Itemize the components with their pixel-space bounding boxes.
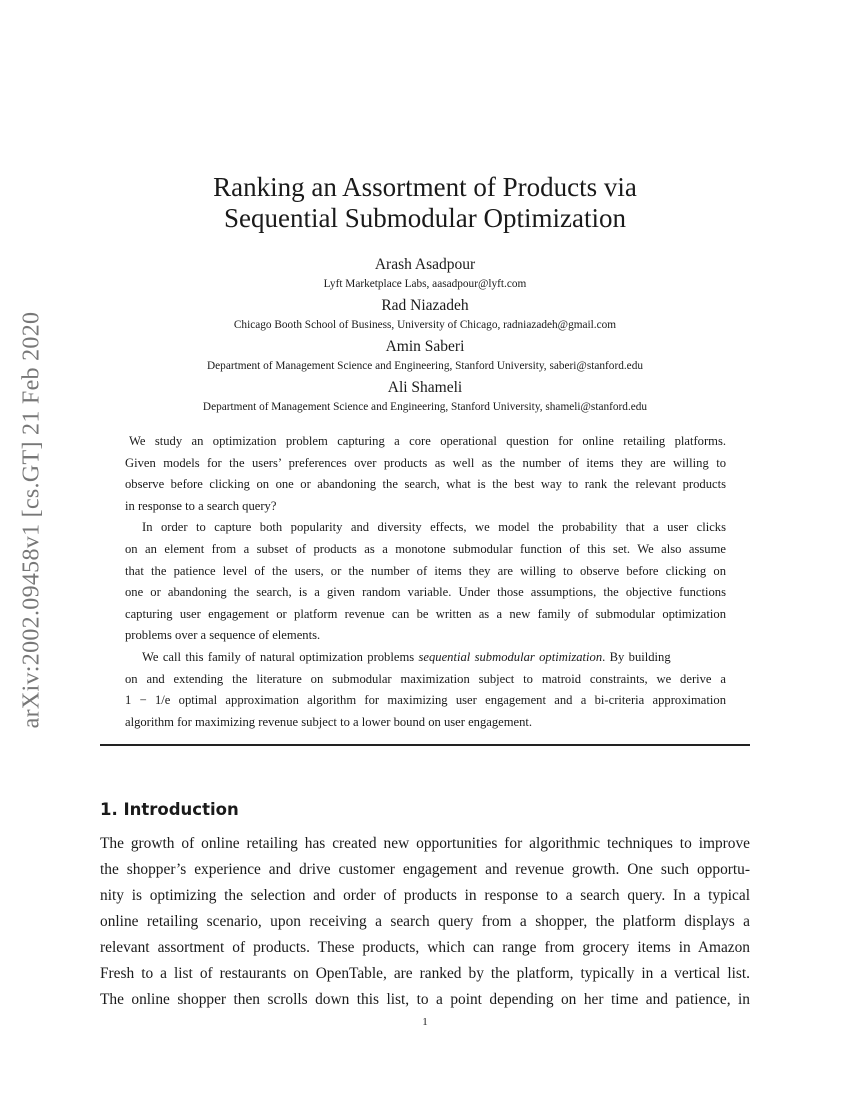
abstract-line: in response to a search query? (125, 499, 277, 513)
abstract-line: capturing user engagement or platform revenue can be written as a new family of submodular optimization (125, 607, 726, 621)
abstract-line: on and extending the literature on submodular maximization subject to matroid constraints, we derive a (125, 672, 726, 686)
paper-title-line-1: Ranking an Assortment of Products via (213, 172, 637, 202)
emphasized-term: sequential submodular optimization (418, 650, 603, 664)
abstract-text: . By building (602, 650, 671, 664)
arxiv-identifier: arXiv:2002.09458v1 [cs.GT] 21 Feb 2020 (18, 311, 45, 729)
author-affiliation: Department of Management Science and Engineering, Stanford University, shameli@stanford.edu (202, 401, 648, 413)
abstract-line: 1 − 1/e optimal approximation algorithm for maximizing user engagement and a bi-criteria approximation (125, 693, 726, 707)
body-line: The online shopper then scrolls down this list, to a point depending on her time and patience, in (100, 991, 750, 1008)
author-affiliation: Department of Management Science and Engineering, Stanford University, saberi@stanford.edu (207, 360, 643, 372)
body-line: the shopper’s experience and drive customer engagement and revenue growth. One such opportu- (100, 861, 750, 878)
abstract-line: that the patience level of the users, or the number of items they are willing to observe before clicking on (125, 564, 726, 578)
abstract-line: one or abandoning the search, is a given random variable. Under those assumptions, the objective functions (125, 585, 726, 599)
abstract-line: problems over a sequence of elements. (125, 628, 321, 642)
author-name: Arash Asadpour (374, 256, 476, 273)
author-affiliation: Lyft Marketplace Labs, aasadpour@lyft.com (323, 278, 527, 290)
abstract-line: algorithm for maximizing revenue subject to a lower bound on user engagement. (125, 715, 533, 729)
body-line: The growth of online retailing has created new opportunities for algorithmic techniques to improve (100, 835, 750, 852)
abstract-line: on an element from a subset of products as a monotone submodular function of this set. We also assume (125, 542, 726, 556)
body-line: Fresh to a list of restaurants on OpenTable, are ranked by the platform, typically in a vertical list. (100, 965, 750, 982)
abstract-line: We study an optimization problem capturing a core operational question for online retailing platforms. (129, 434, 726, 448)
author-affiliation: Chicago Booth School of Business, University of Chicago, radniazadeh@gmail.com (233, 319, 617, 331)
body-line: relevant assortment of products. These products, which can range from grocery items in Amazon (100, 939, 750, 956)
abstract-line: observe before clicking on one or abandoning the search, what is the best way to rank the relevant products (125, 477, 726, 491)
author-name: Amin Saberi (385, 338, 465, 355)
abstract-divider (100, 744, 750, 746)
abstract-line (142, 649, 726, 665)
abstract-line: Given models for the users’ preferences over products as well as the number of items they are willing to (125, 456, 726, 470)
section-heading: 1. Introduction (100, 800, 239, 819)
abstract-line: In order to capture both popularity and diversity effects, we model the probability that a user clicks (142, 520, 726, 534)
page-number: 1 (422, 1016, 428, 1028)
abstract-text: We call this family of natural optimization problems (142, 650, 415, 664)
paper-title-line-2: Sequential Submodular Optimization (224, 203, 626, 233)
body-line: nity is optimizing the selection and order of products in response to a search query. In a typical (100, 887, 750, 904)
author-name: Rad Niazadeh (381, 297, 469, 314)
body-line: online retailing scenario, upon receiving a search query from a shopper, the platform displays a (100, 913, 750, 930)
author-name: Ali Shameli (387, 379, 463, 396)
